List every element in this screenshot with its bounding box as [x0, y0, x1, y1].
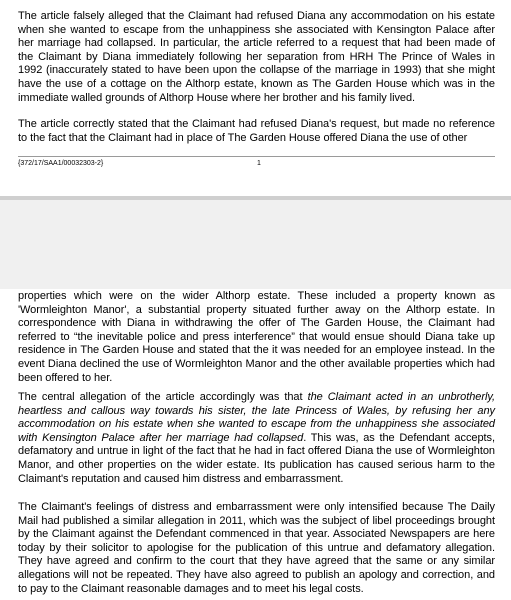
- paragraph-article-allegation: The article falsely alleged that the Claimant had refused Diana any accommodation on his estate when she wanted to escape from the unhappiness she associated with Kensington Palace after her marriage had collapsed. In particular, the article referred to a request that had been made of the Claimant by Diana immediately following her separation from HRH The Prince of Wales in 1992 (inaccurately stated to have been upon the collapse of the marriage in 1993) that she might have the use of a cottage on the Althorp estate, known as The Garden House which was in the immediate walled grounds of Althorp House where her brother and his family lived.: [18, 10, 495, 104]
- paragraph-refusal-context: The article correctly stated that the Claimant had refused Diana's request, but made no reference to the fact that the Claimant had in place of The Garden House offered Diana the use of other: [18, 118, 495, 144]
- paragraph-alternative-properties: properties which were on the wider Althorp estate. These included a property known as 'Wormleighton Manor', a substantial property situated further away on the Althorp estate. In correspondence with Diana in withdrawing the offer of The Garden House, the Claimant had referred to “the inevitable police and press interference” that would ensue should Diana take up residence in The Garden House and stated that the it was needed for an employee instead. In the event Diana declined the use of Wormleighton Manor and the other available properties which had been offered to her.: [18, 290, 495, 384]
- footer-document-reference: {372/17/SAA1/00032303-2}: [18, 160, 104, 167]
- central-allegation-lead: The central allegation of the article accordingly was that: [18, 391, 308, 403]
- footer-divider: [18, 156, 495, 157]
- paragraph-central-allegation: [18, 391, 495, 486]
- central-allegation-rest: . This was, as the Defendant accepts, defamatory and untrue in light of the fact that he had in fact offered Diana the use of Wormleighton Manor, and other properties on the wider estate. Its publication has caused serious harm to the Claimant's reputation and caused him distress and embarrassment.: [18, 431, 495, 485]
- page-gap: [0, 196, 511, 289]
- document-page-1: [0, 0, 511, 196]
- central-allegation-quote: the Claimant acted in an unbrotherly, heartless and callous way towards his sister, the late Princess of Wales, by refusing her any accommodation on his estate when she wanted to escape from the unhappiness she associated with Kensington Palace after her marriage had collapsed: [18, 391, 495, 444]
- footer-page-number: 1: [257, 160, 261, 167]
- document-page-2: [0, 289, 511, 600]
- page-edge-shadow: [0, 196, 511, 200]
- paragraph-distress-and-apology: The Claimant's feelings of distress and embarrassment were only intensified because The Daily Mail had published a similar allegation in 2011, which was the subject of libel proceedings brought by the Claimant against the Defendant commenced in that year. Associated Newspapers are here today by their solicitor to apologise for the publication of this untrue and defamatory allegation. They have agreed and confirm to the court that they have agreed that the same or any similar allegations will not be repeated. They have also agreed to publish an apology and correction, and to pay to the Claimant reasonable damages and to meet his legal costs.: [18, 501, 495, 595]
